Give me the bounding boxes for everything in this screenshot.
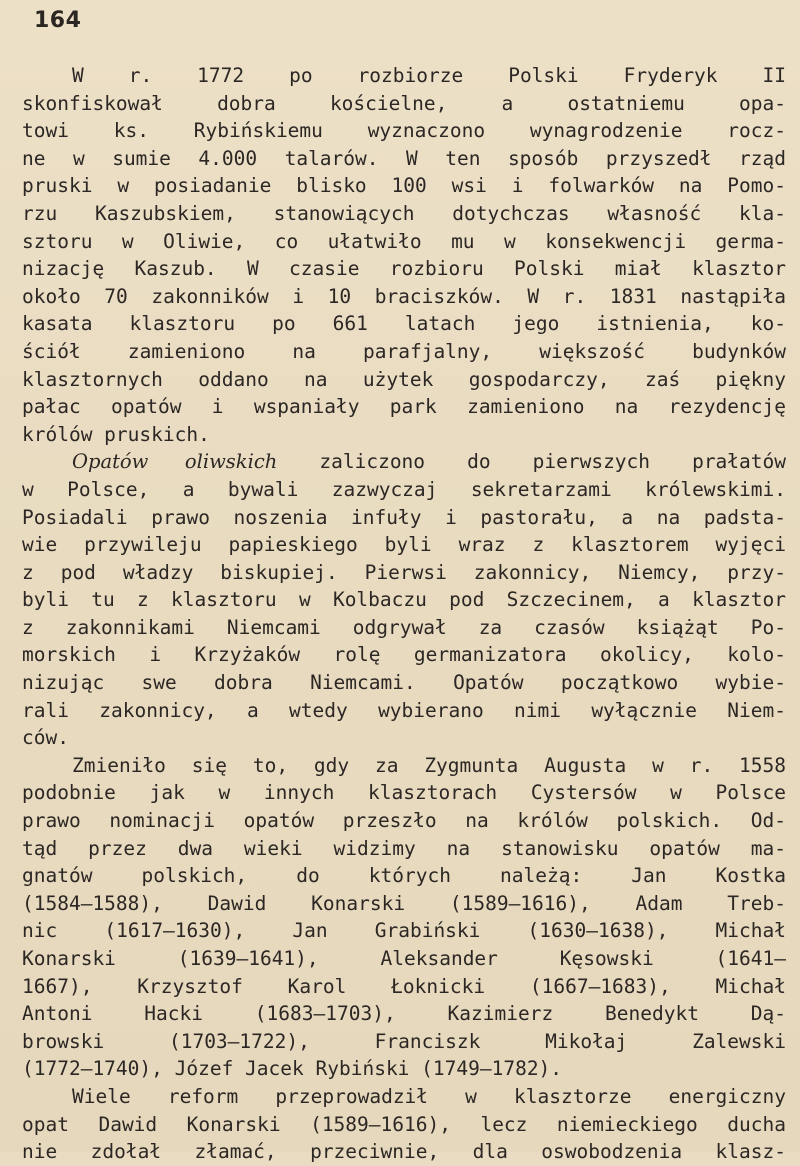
text-line: skonfiskował dobra kościelne, a ostatniemu opa- [22, 91, 786, 115]
text-line: byli tu z klasztoru w Kolbaczu pod Szczecinem, a klasztor [22, 588, 786, 612]
text-line: z zakonnikami Niemcami odgrywał za czasów książąt Po- [22, 615, 786, 639]
text-line: ściół zamieniono na parafjalny, większość budynków [22, 339, 786, 363]
text-line: browski (1703—1722), Franciszk Mikołaj Zalewski [22, 1029, 786, 1053]
text-line: nic (1617—1630), Jan Grabiński (1630—1638), Michał [22, 919, 786, 943]
text-line: Zmieniło się to, gdy za Zygmunta Augusta w r. 1558 [72, 753, 786, 777]
text-line: sztoru w Oliwie, co ułatwiło mu w konsekwencji germa- [22, 229, 786, 253]
page-number: 164 [34, 8, 82, 33]
text-line: towi ks. Rybińskiemu wyznaczono wynagrodzenie rocz- [22, 119, 786, 143]
text-line: prawo nominacji opatów przeszło na królów polskich. Od- [22, 809, 786, 833]
italic-phrase: Opatów oliwskich [72, 450, 278, 474]
text-line: pruski w posiadanie blisko 100 wsi i folwarków na Pomo- [22, 174, 786, 198]
text-line: Posiadali prawo noszenia infuły i pastorału, a na padsta- [22, 505, 786, 529]
text-line: z pod władzy biskupiej. Pierwsi zakonnicy, Niemcy, przy- [22, 560, 786, 584]
body-text [22, 62, 786, 1166]
text-line: tąd przez dwa wieki widzimy na stanowisku opatów ma- [22, 836, 786, 860]
text-line: (1772—1740), Józef Jacek Rybiński (1749—1782). [22, 1057, 563, 1081]
text-line: Wiele reform przeprowadził w klasztorze energiczny [72, 1084, 786, 1108]
text-line: królów pruskich. [22, 422, 210, 446]
text-line: W r. 1772 po rozbiorze Polski Fryderyk II [72, 64, 786, 87]
text-line: ców. [22, 726, 69, 750]
text-line: klasztornych oddano na użytek gospodarczy, zaś piękny [22, 367, 786, 391]
text-line: ne w sumie 4.000 talarów. W ten sposób przyszedł rząd [22, 146, 786, 170]
text-line: pałac opatów i wspaniały park zamieniono na rezydencję [22, 395, 786, 419]
text-line: opat Dawid Konarski (1589—1616), lecz niemieckiego ducha [22, 1112, 786, 1136]
text-line: wie przywileju papieskiego byli wraz z klasztorem wyjęci [22, 533, 786, 557]
text-line: około 70 zakonników i 10 braciszków. W r. 1831 nastąpiła [22, 284, 786, 308]
text-line: w Polsce, a bywali zazwyczaj sekretarzami królewskimi. [22, 477, 786, 501]
text-line: kasata klasztoru po 661 latach jego istnienia, ko- [22, 312, 786, 336]
text-line: 1667), Krzysztof Karol Łoknicki (1667—1683), Michał [22, 974, 786, 998]
text-line: Antoni Hacki (1683—1703), Kazimierz Benedykt Dą- [22, 1002, 786, 1026]
text-line: (1584—1588), Dawid Konarski (1589—1616), Adam Treb- [22, 891, 786, 915]
text-line: nie zdołał złamać, przeciwnie, dla oswobodzenia klasz- [22, 1140, 786, 1164]
text-line: nizując swe dobra Niemcami. Opatów początkowo wybie- [22, 671, 786, 695]
text-line-with-italic [22, 448, 786, 476]
text-line: nizację Kaszub. W czasie rozbioru Polski miał klasztor [22, 257, 786, 281]
text-line: morskich i Krzyżaków rolę germanizatora okolicy, kolo- [22, 643, 786, 667]
text-line: gnatów polskich, do których należą: Jan Kostka [22, 864, 786, 888]
text-line: rzu Kaszubskiem, stanowiących dotychczas własność kla- [22, 201, 786, 225]
italic-line-rest: zaliczono do pierwszych prałatów [277, 450, 786, 474]
text-line: rali zakonnicy, a wtedy wybierano nimi wyłącznie Niem- [22, 698, 786, 722]
text-line: Konarski (1639—1641), Aleksander Kęsowski (1641— [22, 947, 786, 970]
text-line: podobnie jak w innych klasztorach Cystersów w Polsce [22, 781, 786, 805]
